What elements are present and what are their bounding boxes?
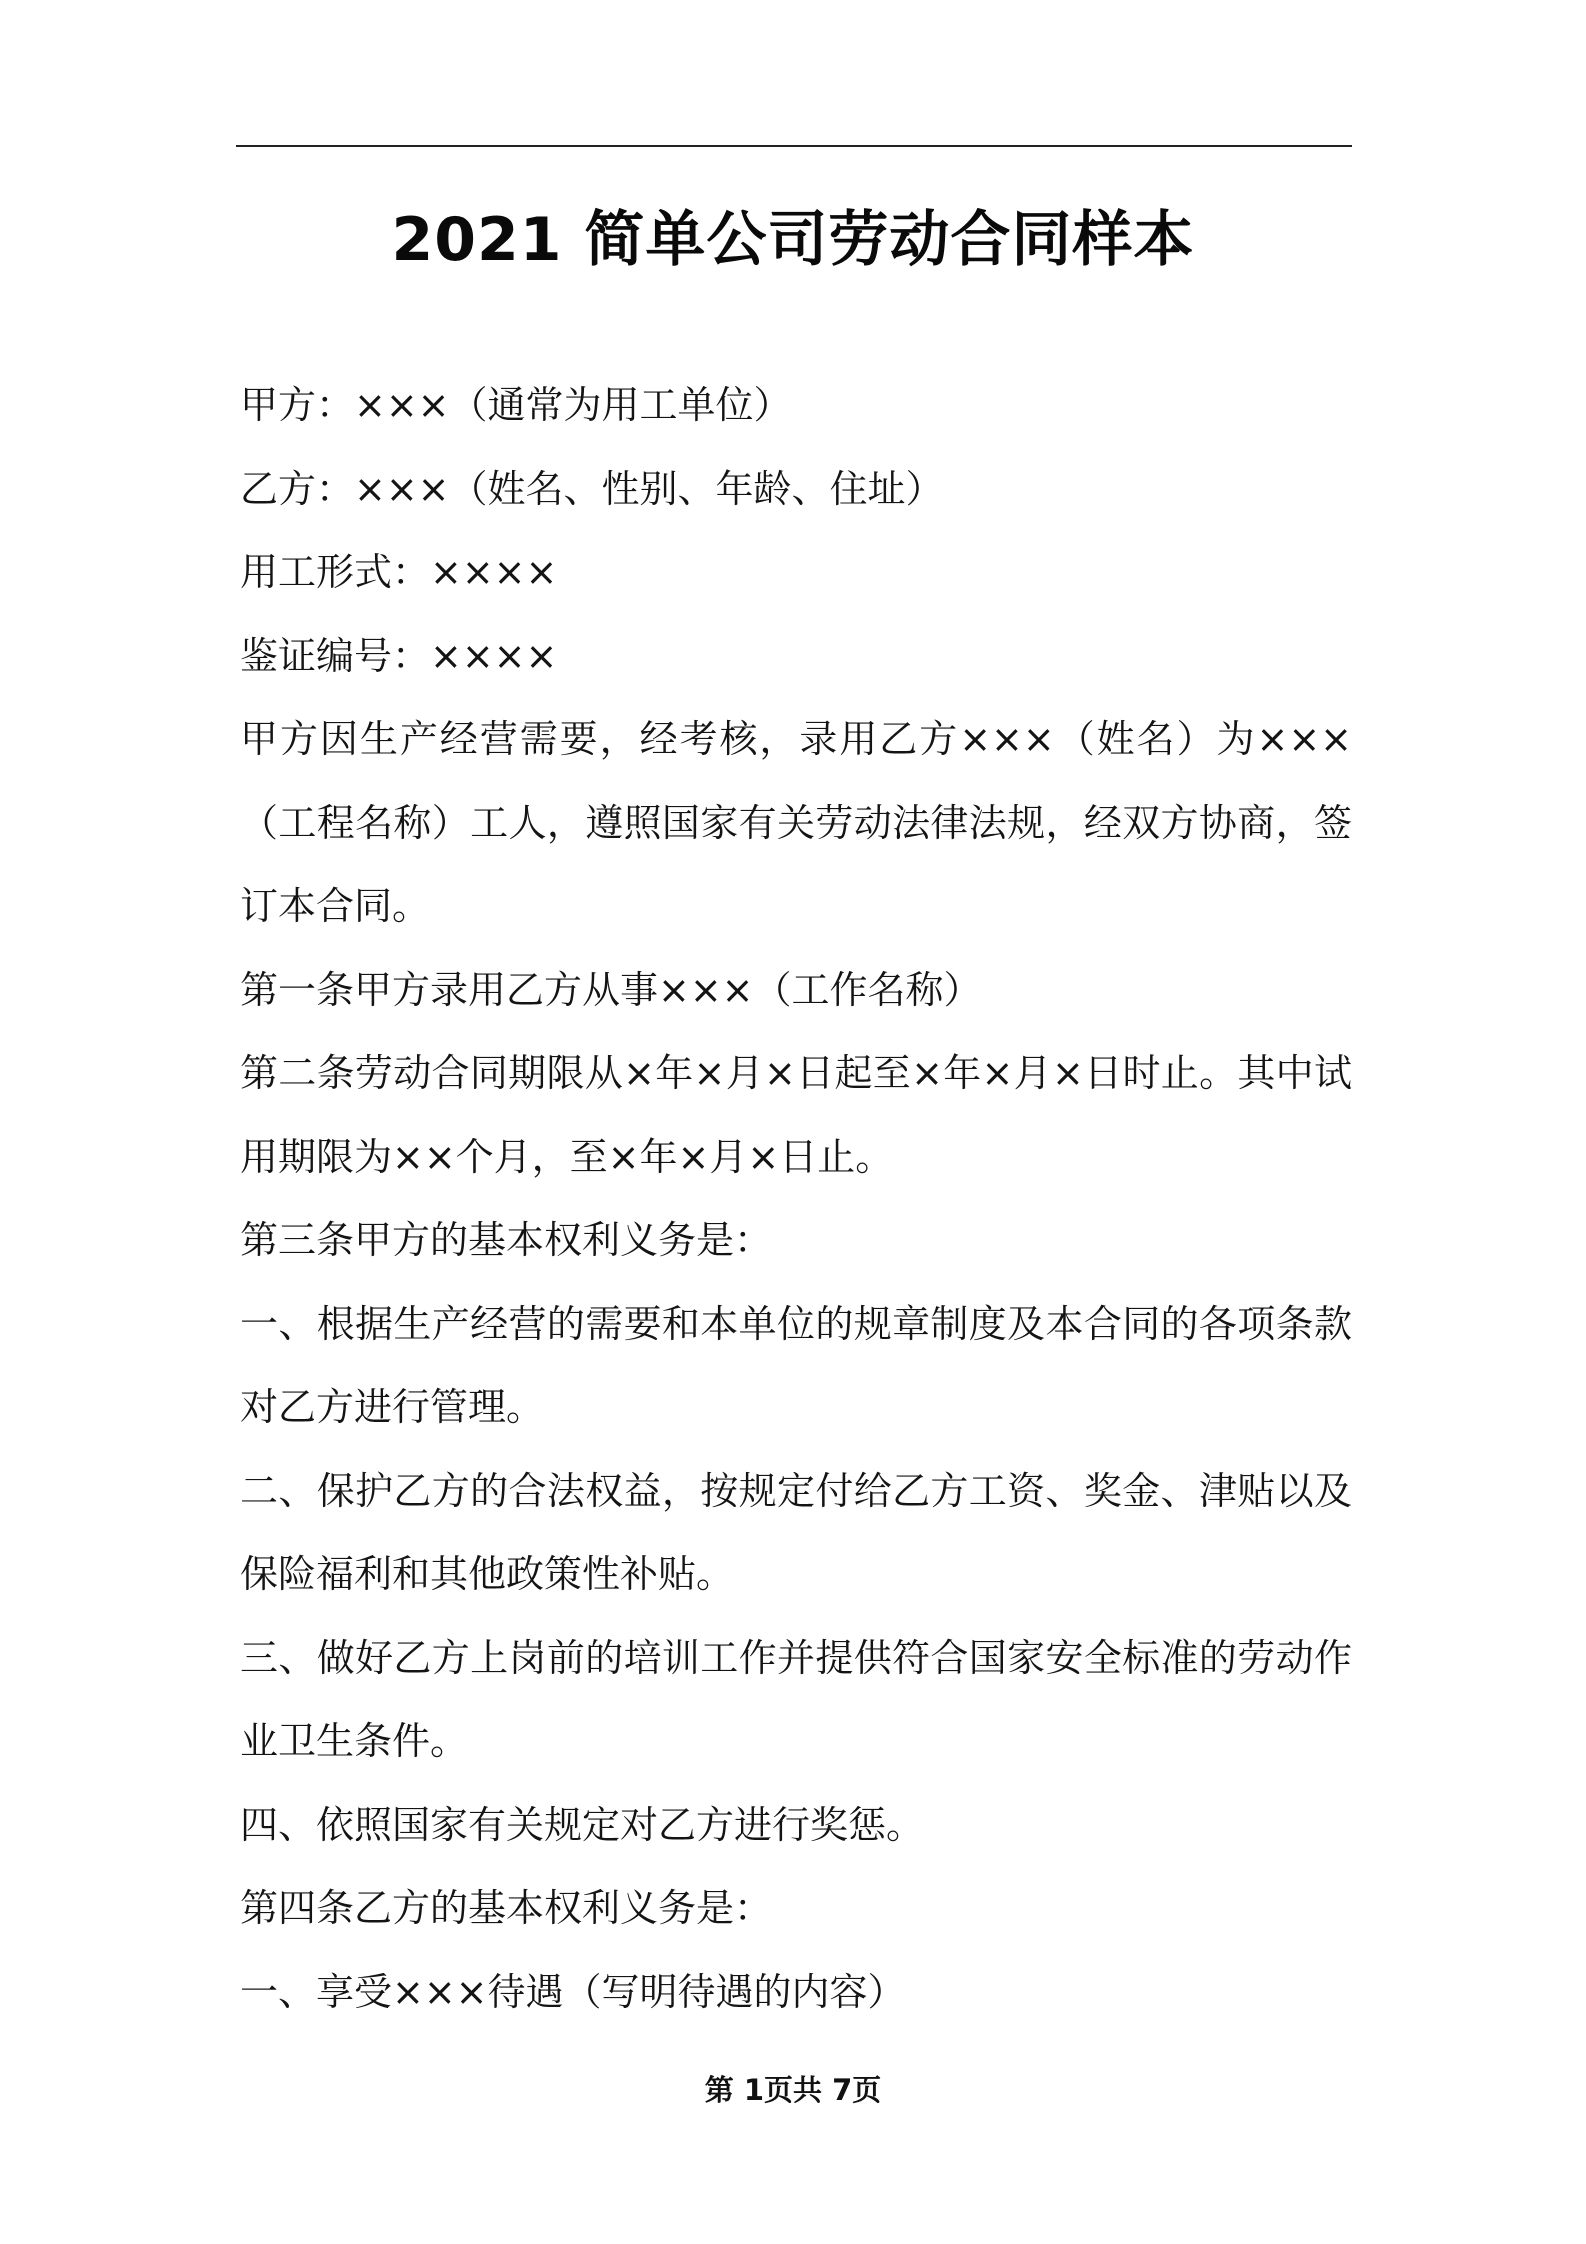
article-1: 第一条甲方录用乙方从事×××（工作名称） (240, 967, 982, 1012)
article-4-item-1: 一、享受×××待遇（写明待遇的内容） (240, 1969, 906, 2014)
article-4-heading: 第四条乙方的基本权利义务是： (240, 1886, 773, 1930)
party-b-line: 乙方：×××（姓名、性别、年龄、住址） (240, 466, 944, 511)
article-3-item-3: 三、做好乙方上岗前的培训工作并提供符合国家安全标准的劳动作业卫生条件。 (240, 1635, 1352, 1763)
article-3-item-1: 一、根据生产经营的需要和本单位的规章制度及本合同的各项条款对乙方进行管理。 (240, 1301, 1352, 1429)
article-3-item-2: 二、保护乙方的合法权益，按规定付给乙方工资、奖金、津贴以及保险福利和其他政策性补贴。 (240, 1468, 1352, 1596)
document-title: 2021 简单公司劳动合同样本 (391, 205, 1195, 275)
article-2: 第二条劳动合同期限从×年×月×日起至×年×月×日时止。其中试用期限为××个月，至×年×月×日止。 (240, 1051, 1352, 1179)
article-3-heading: 第三条甲方的基本权利义务是： (240, 1218, 773, 1262)
header-rule (236, 145, 1352, 147)
employment-form-line: 用工形式：×××× (240, 550, 558, 594)
party-a-line: 甲方：×××（通常为用工单位） (240, 383, 792, 427)
article-3-item-4: 四、依照国家有关规定对乙方进行奖惩。 (240, 1802, 925, 1847)
preamble-paragraph: 甲方因生产经营需要，经考核，录用乙方×××（姓名）为×××（工程名称）工人，遵照国家有关劳动法律法规，经双方协商，签订本合同。 (240, 717, 1352, 928)
page-number-footer: 第 1页共 7页 (704, 2073, 882, 2107)
verification-number-line: 鉴证编号：×××× (240, 633, 558, 678)
document-body (240, 364, 1352, 2034)
